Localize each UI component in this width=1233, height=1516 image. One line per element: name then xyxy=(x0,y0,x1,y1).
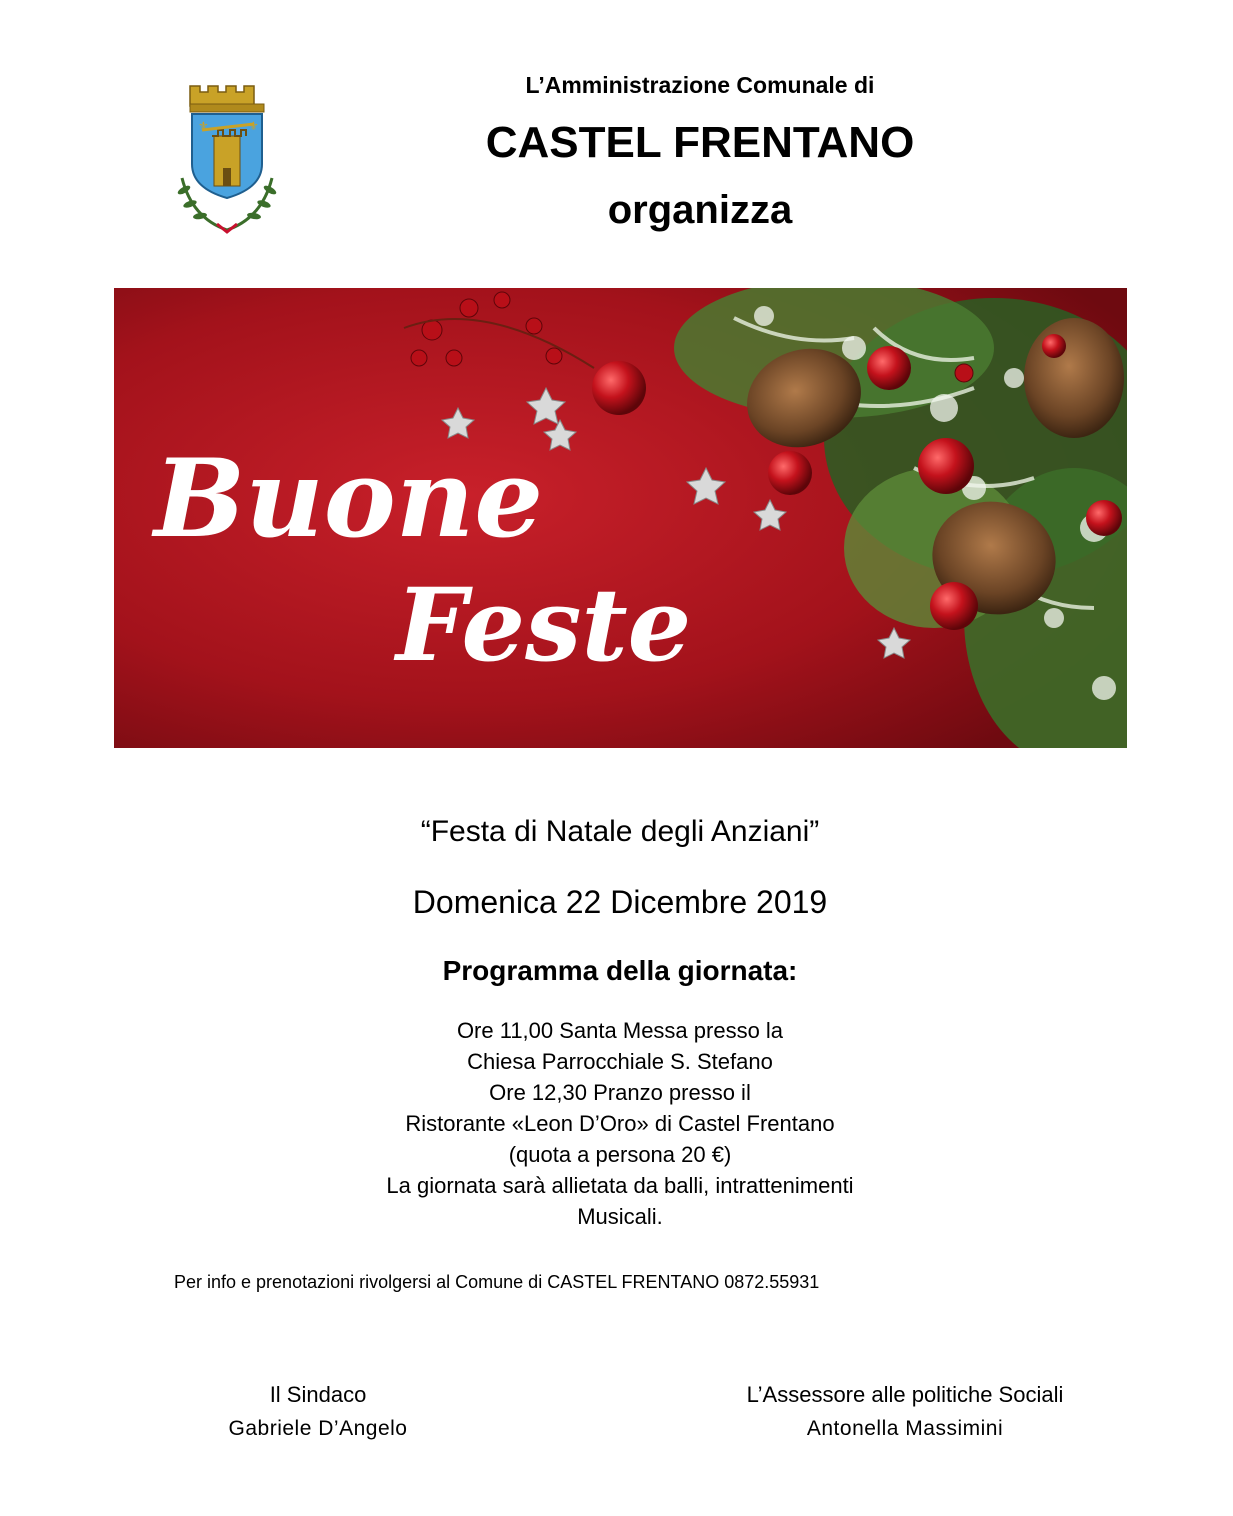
mayor-signature xyxy=(190,1378,446,1446)
svg-text:⚜: ⚜ xyxy=(248,119,259,133)
town-name: CASTEL FRENTANO xyxy=(485,118,915,167)
program-title: Programma della giornata: xyxy=(442,955,798,986)
program-line: Ore 11,00 Santa Messa presso la xyxy=(456,1018,784,1043)
program-line: (quota a persona 20 €) xyxy=(508,1142,732,1167)
banner-line-1: Buone xyxy=(154,436,544,562)
mayor-name: Gabriele D’Angelo xyxy=(228,1417,408,1440)
program-line: Musicali. xyxy=(577,1204,663,1229)
coat-of-arms-icon xyxy=(162,78,284,234)
councillor-signature xyxy=(700,1378,1110,1446)
event-date: Domenica 22 Dicembre 2019 xyxy=(412,884,828,920)
program-list xyxy=(270,1015,970,1232)
councillor-role: L’Assessore alle politiche Sociali xyxy=(746,1382,1064,1407)
program-line: Ristorante «Leon D’Oro» di Castel Frentano xyxy=(405,1111,835,1136)
banner-line-2: Feste xyxy=(396,566,692,684)
mayor-role: Il Sindaco xyxy=(269,1382,367,1407)
contact-info: Per info e prenotazioni rivolgersi al Comune di CASTEL FRENTANO 0872.55931 xyxy=(174,1272,820,1292)
councillor-name: Antonella Massimini xyxy=(806,1417,1004,1440)
organizes-text: organizza xyxy=(607,188,793,232)
program-line: Chiesa Parrocchiale S. Stefano xyxy=(467,1049,773,1074)
program-line: La giornata sarà allietata da balli, intrattenimenti xyxy=(386,1173,854,1198)
svg-text:⚜: ⚜ xyxy=(198,119,209,133)
program-line: Ore 12,30 Pranzo presso il xyxy=(489,1080,751,1105)
christmas-banner xyxy=(114,288,1127,748)
event-name: “Festa di Natale degli Anziani” xyxy=(420,815,820,848)
administration-line: L’Amministrazione Comunale di xyxy=(525,72,875,98)
